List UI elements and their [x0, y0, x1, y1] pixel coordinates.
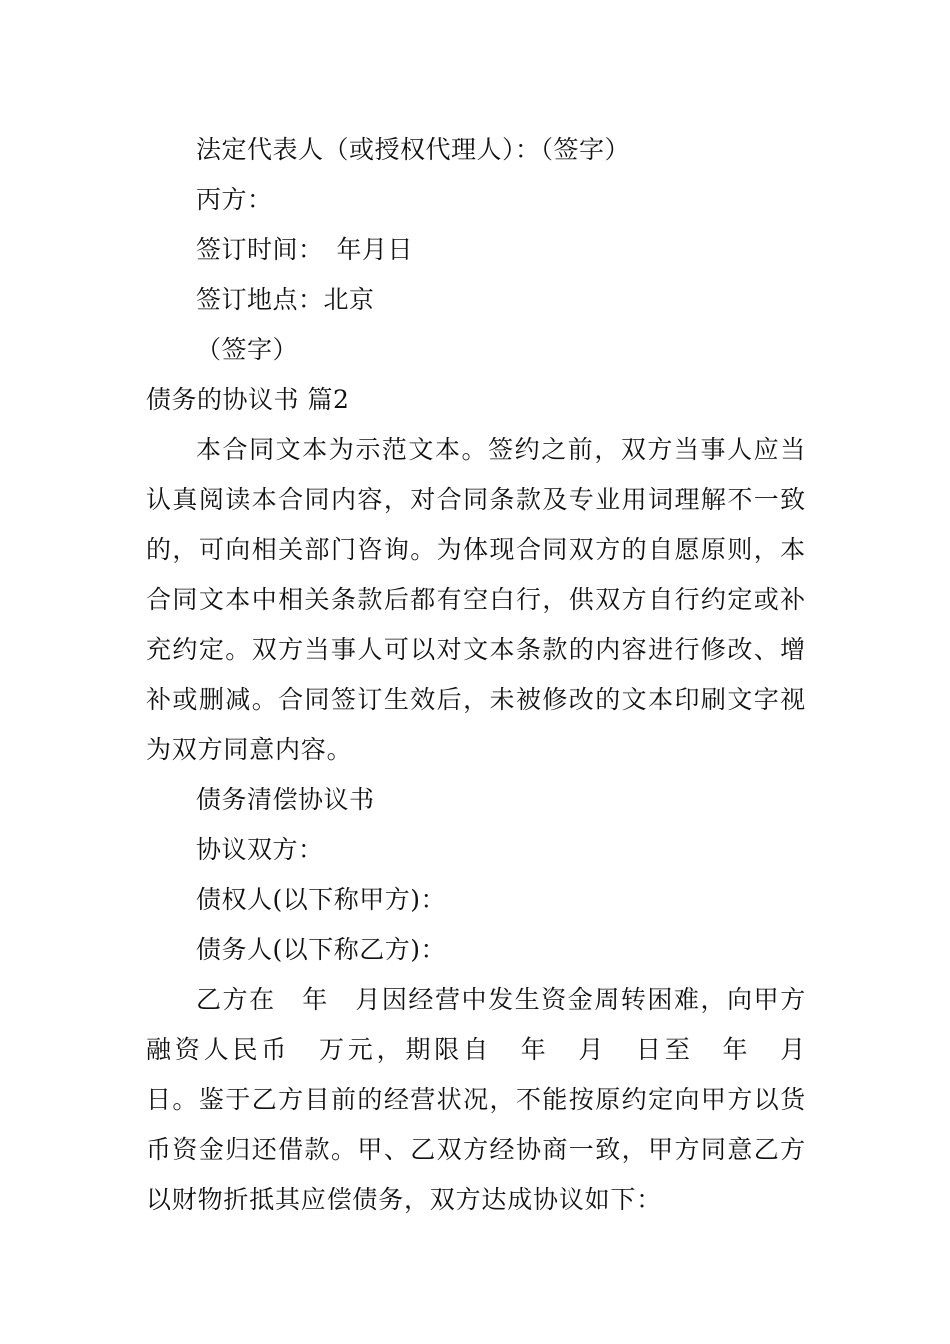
template-notice-paragraph: 本合同文本为示范文本。签约之前，双方当事人应当认真阅读本合同内容，对合同条款及专业用词理解不一致的，可向相关部门咨询。为体现合同双方的自愿原则，本合同文本中相关条款后都有空白行，供双方自行约定或补充约定。双方当事人可以对文本条款的内容进行修改、增补或删减。合同签订生效后，未被修改的文本印刷文字视为双方同意内容。: [146, 435, 806, 764]
section-heading: 债务的协议书 篇2: [146, 385, 350, 414]
signature-mark-line: （签字）: [196, 335, 299, 364]
party-c-line: 丙方：: [196, 185, 273, 214]
parties-label: 协议双方：: [196, 835, 324, 864]
signing-date-line: 签订时间： 年月日: [196, 235, 414, 264]
agreement-body-paragraph: 乙方在 年 月因经营中发生资金周转困难，向甲方融资人民币 万元，期限自 年 月 日至 年 月 日。鉴于乙方目前的经营状况，不能按原约定向甲方以货币资金归还借款。甲、乙双方经协商一致，甲方同意乙方以财物折抵其应偿债务，双方达成协议如下：: [146, 985, 832, 1214]
signing-place-line: 签订地点：北京: [196, 285, 375, 314]
creditor-line: 债权人(以下称甲方)：: [196, 885, 447, 914]
legal-representative-line: 法定代表人（或授权代理人）：（签字）: [196, 135, 631, 164]
debtor-line: 债务人(以下称乙方)：: [196, 935, 447, 964]
agreement-title: 债务清偿协议书: [196, 785, 375, 814]
